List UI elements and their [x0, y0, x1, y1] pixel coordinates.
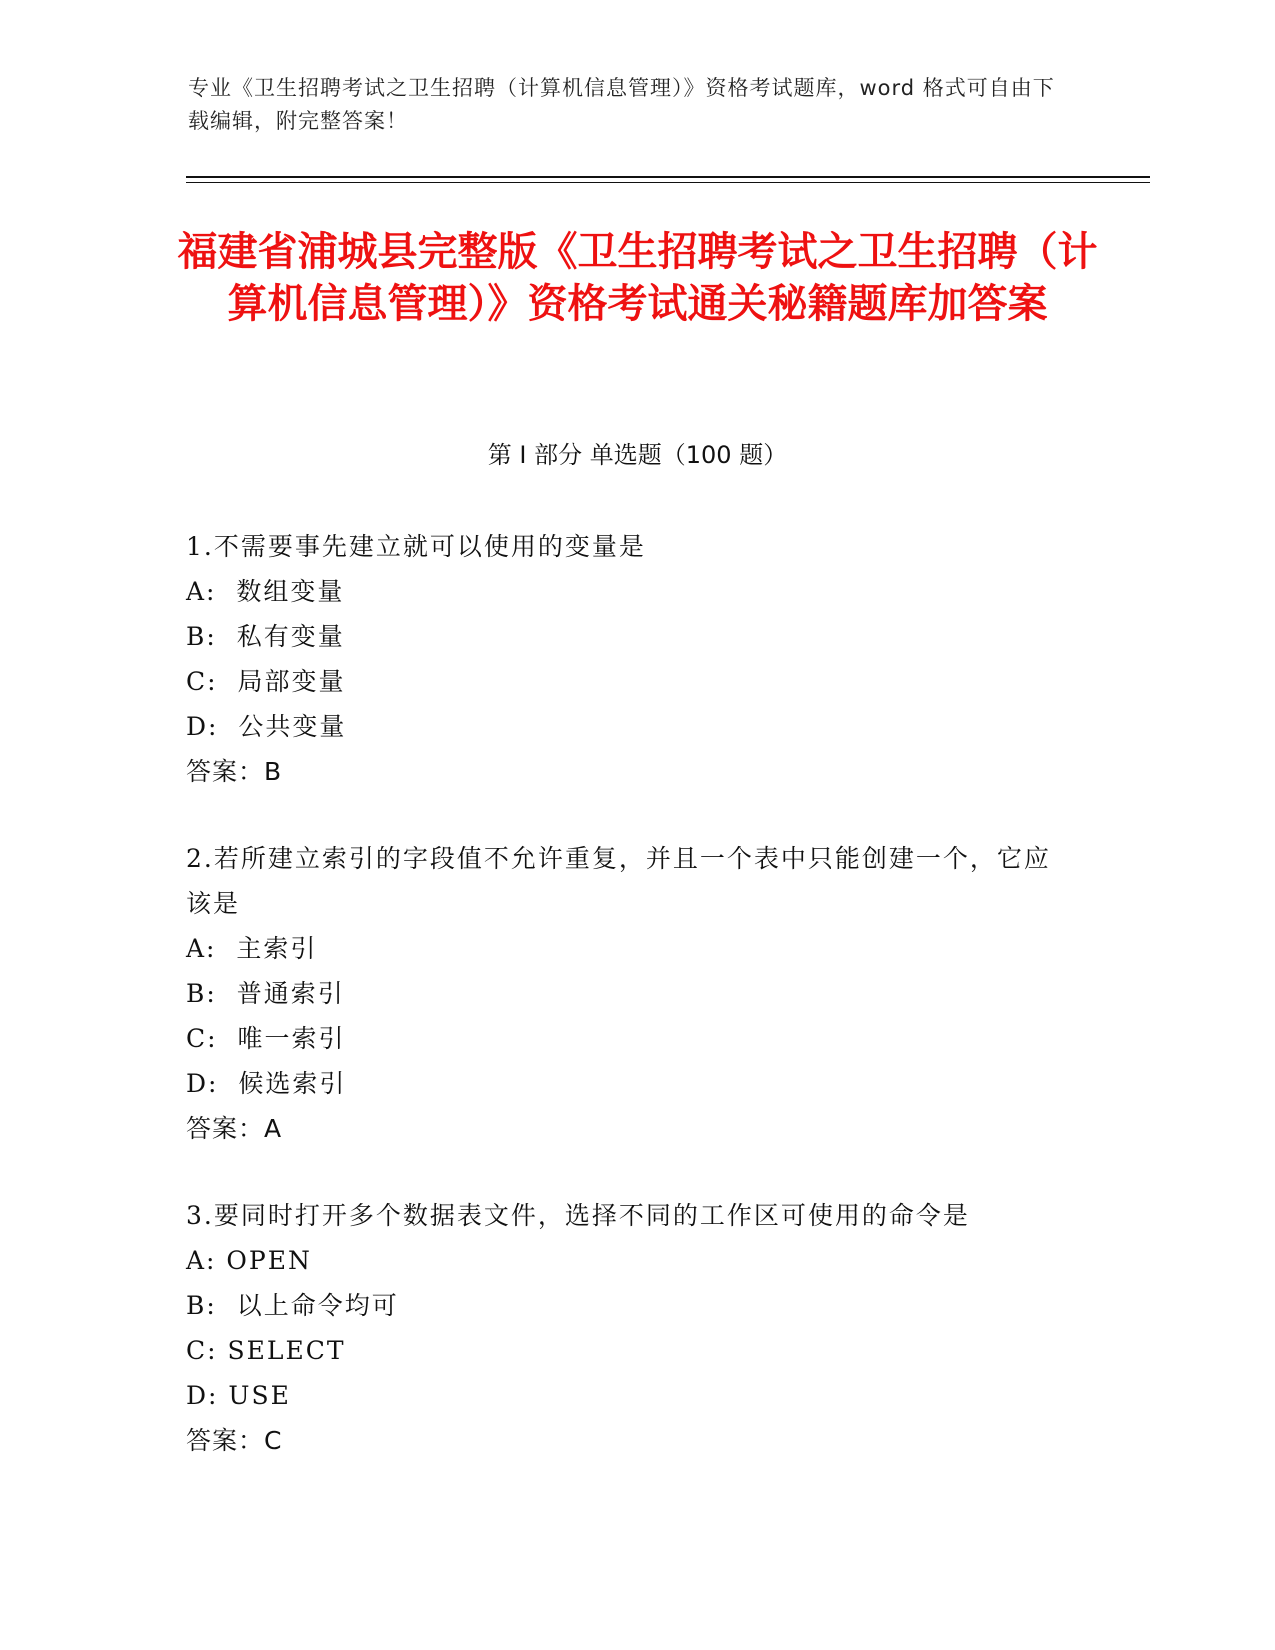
answer: 答案：B — [186, 757, 283, 786]
answer: 答案：A — [186, 1114, 283, 1143]
question-1 — [186, 524, 1066, 794]
question-text: 2.若所建立索引的字段值不允许重复，并且一个表中只能创建一个，它应该是 — [186, 844, 1051, 918]
option-b: B: 以上命令均可 — [186, 1291, 399, 1320]
option-c: C: 局部变量 — [186, 667, 346, 696]
option-b: B: 私有变量 — [186, 622, 345, 651]
answer: 答案：C — [186, 1426, 283, 1455]
option-a: A: 数组变量 — [186, 577, 345, 606]
option-d: D: 候选索引 — [186, 1069, 347, 1098]
option-a: A: OPEN — [186, 1246, 312, 1275]
document-title: 福建省浦城县完整版《卫生招聘考试之卫生招聘（计算机信息管理）》资格考试通关秘籍题库加答案 — [177, 229, 1098, 327]
option-c: C: 唯一索引 — [186, 1024, 346, 1053]
section-title: 第 I 部分 单选题（100 题） — [487, 441, 788, 469]
option-c: C: SELECT — [186, 1336, 346, 1365]
header-divider-thin — [186, 182, 1150, 183]
header-note: 专业《卫生招聘考试之卫生招聘（计算机信息管理）》资格考试题库，word 格式可自由下载编辑，附完整答案！ — [188, 76, 1055, 133]
question-list — [186, 524, 1066, 1505]
option-d: D: 公共变量 — [186, 712, 347, 741]
option-b: B: 普通索引 — [186, 979, 345, 1008]
option-a: A: 主索引 — [186, 934, 318, 963]
question-3 — [186, 1193, 1066, 1463]
question-2 — [186, 836, 1066, 1151]
option-d: D: USE — [186, 1381, 291, 1410]
header-divider-thick — [186, 176, 1150, 178]
question-text: 3.要同时打开多个数据表文件，选择不同的工作区可使用的命令是 — [186, 1201, 970, 1230]
question-text: 1.不需要事先建立就可以使用的变量是 — [186, 532, 646, 561]
